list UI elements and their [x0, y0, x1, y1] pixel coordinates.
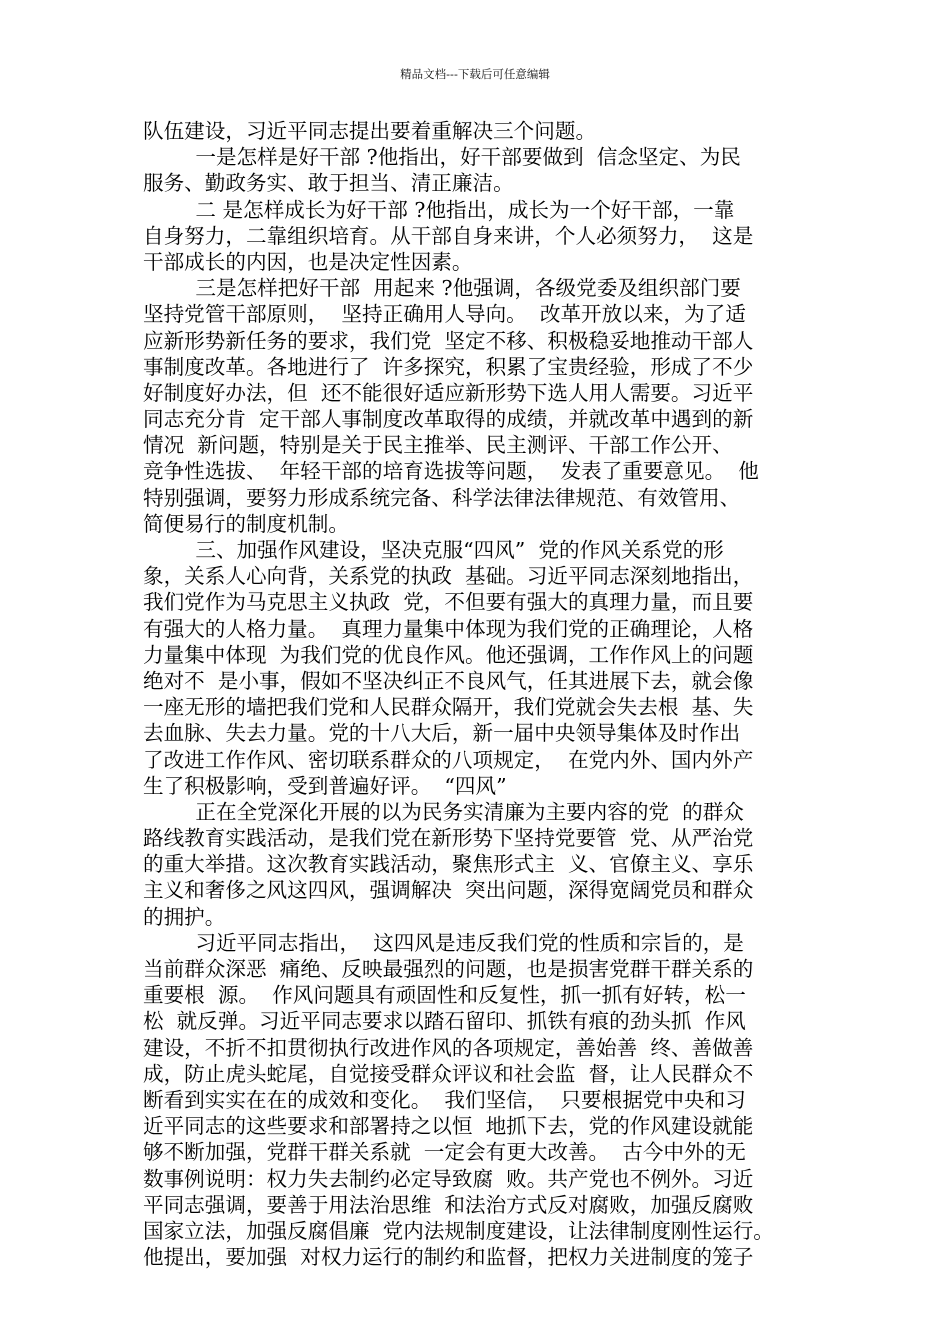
text-line: 够不断加强，党群干群关系就 一定会有更大改善。 古今中外的无 — [143, 1140, 746, 1165]
text-line: 主义和奢侈之风这四风，强调解决 突出问题，深得宽阔党员和群众 — [143, 878, 754, 903]
text-line: 坚持党管干部原则， 坚持正确用人导向。 改革开放以来，为了适 — [143, 302, 746, 327]
text-line: 三、加强作风建设，坚决克服“四风” 党的作风关系党的形 — [143, 538, 724, 562]
text-line: 绝对不 是小事，假如不坚决纠正不良风气，任其进展下去，就会像 — [143, 668, 754, 693]
text-line: 他提出，要加强 对权力运行的制约和监督，把权力关进制度的笼子 — [143, 1245, 754, 1270]
text-line: 干部成长的内因，也是决定性因素。 — [143, 249, 473, 274]
text-line: 应新形势新任务的要求，我们党 坚定不移、积极稳妥地推动干部人 — [143, 328, 754, 353]
text-line: 近平同志的这些要求和部署持之以恒 地抓下去，党的作风建设就能 — [143, 1114, 754, 1139]
text-line: 力量集中体现 为我们党的优良作风。他还强调，工作作风上的问题 — [143, 642, 754, 667]
text-line: 队伍建设，习近平同志提出要着重解决三个问题。 — [143, 119, 597, 143]
text-line: 的拥护。 — [143, 904, 226, 929]
text-line: 国家立法，加强反腐倡廉 党内法规制度建设，让法律制度刚性运行。 — [143, 1218, 774, 1243]
text-line: 我们党作为马克思主义执政 党，不但要有强大的真理力量，而且要 — [143, 590, 754, 615]
text-line: 路线教育实践活动，是我们党在新形势下坚持党要管 党、从严治党 — [143, 826, 754, 851]
text-line: 平同志强调，要善于用法治思维 和法治方式反对腐败，加强反腐败 — [143, 1192, 754, 1217]
text-line: 好制度好办法，但 还不能很好适应新形势下选人用人需要。习近平 — [143, 380, 754, 405]
body-text — [143, 118, 823, 1270]
text-line: 一是怎样是好干部 ?他指出，好干部要做到 信念坚定、为民 — [143, 145, 741, 170]
text-line: 简便易行的制度机制。 — [143, 511, 349, 536]
text-line: 了改进工作作风、密切联系群众的八项规定， 在党内外、国内外产 — [143, 747, 754, 772]
text-line: 有强大的人格力量。 真理力量集中体现为我们党的正确理论，人格 — [143, 616, 754, 641]
text-line: 自身努力，二靠组织培育。从干部自身来讲，个人必须努力， 这是 — [143, 223, 754, 248]
text-line: 服务、勤政务实、敢于担当、清正廉洁。 — [143, 171, 514, 196]
text-line: 成，防止虎头蛇尾，自觉接受群众评议和社会监 督，让人民群众不 — [143, 1061, 754, 1086]
text-line: 情况 新问题，特别是关于民主推举、民主测评、干部工作公开、 — [143, 433, 733, 458]
text-line: 断看到实实在在的成效和变化。 我们坚信， 只要根据党中央和习 — [143, 1087, 746, 1112]
text-line: 竞争性选拔、 年轻干部的培育选拔等问题， 发表了重要意见。 他 — [143, 459, 759, 484]
text-line: 正在全党深化开展的以为民务实清廉为主要内容的党 的群众 — [143, 799, 744, 824]
text-line: 建设，不折不扣贯彻执行改进作风的各项规定，善始善 终、善做善 — [143, 1035, 754, 1060]
text-line: 生了积极影响，受到普遍好评。 “四风” — [143, 773, 507, 798]
text-line: 事制度改革。各地进行了 许多探究，积累了宝贵经验，形成了不少 — [143, 354, 754, 379]
text-line: 二 是怎样成长为好干部 ?他指出，成长为一个好干部，一靠 — [143, 197, 735, 222]
text-line: 习近平同志指出， 这四风是违反我们党的性质和宗旨的，是 — [143, 930, 744, 955]
text-line: 的重大举措。这次教育实践活动，聚焦形式主 义、官僚主义、享乐 — [143, 852, 754, 877]
text-line: 同志充分肯 定干部人事制度改革取得的成绩，并就改革中遇到的新 — [143, 407, 754, 432]
page-header: 精品文档---下载后可任意编辑 — [400, 67, 550, 81]
text-line: 当前群众深恶 痛绝、反映最强烈的问题，也是损害党群干群关系的 — [143, 957, 754, 981]
text-line: 数事例说明：权力失去制约必定导致腐 败。共产党也不例外。习近 — [143, 1166, 754, 1191]
text-line: 重要根 源。 作风问题具有顽固性和反复性，抓一抓有好转，松一 — [143, 983, 746, 1008]
text-line: 三是怎样把好干部 用起来 ?他强调，各级党委及组织部门要 — [143, 276, 741, 301]
text-line: 象，关系人心向背，关系党的执政 基础。习近平同志深刻地指出， — [143, 564, 754, 589]
text-line: 松 就反弹。习近平同志要求以踏石留印、抓铁有痕的劲头抓 作风 — [143, 1009, 746, 1034]
text-line: 去血脉、失去力量。党的十八大后，新一届中央领导集体及时作出 — [143, 721, 741, 746]
text-line: 一座无形的墙把我们党和人民群众隔开，我们党就会失去根 基、失 — [143, 695, 754, 720]
text-line: 特别强调，要努力形成系统完备、科学法律法律规范、有效管用、 — [143, 485, 741, 510]
